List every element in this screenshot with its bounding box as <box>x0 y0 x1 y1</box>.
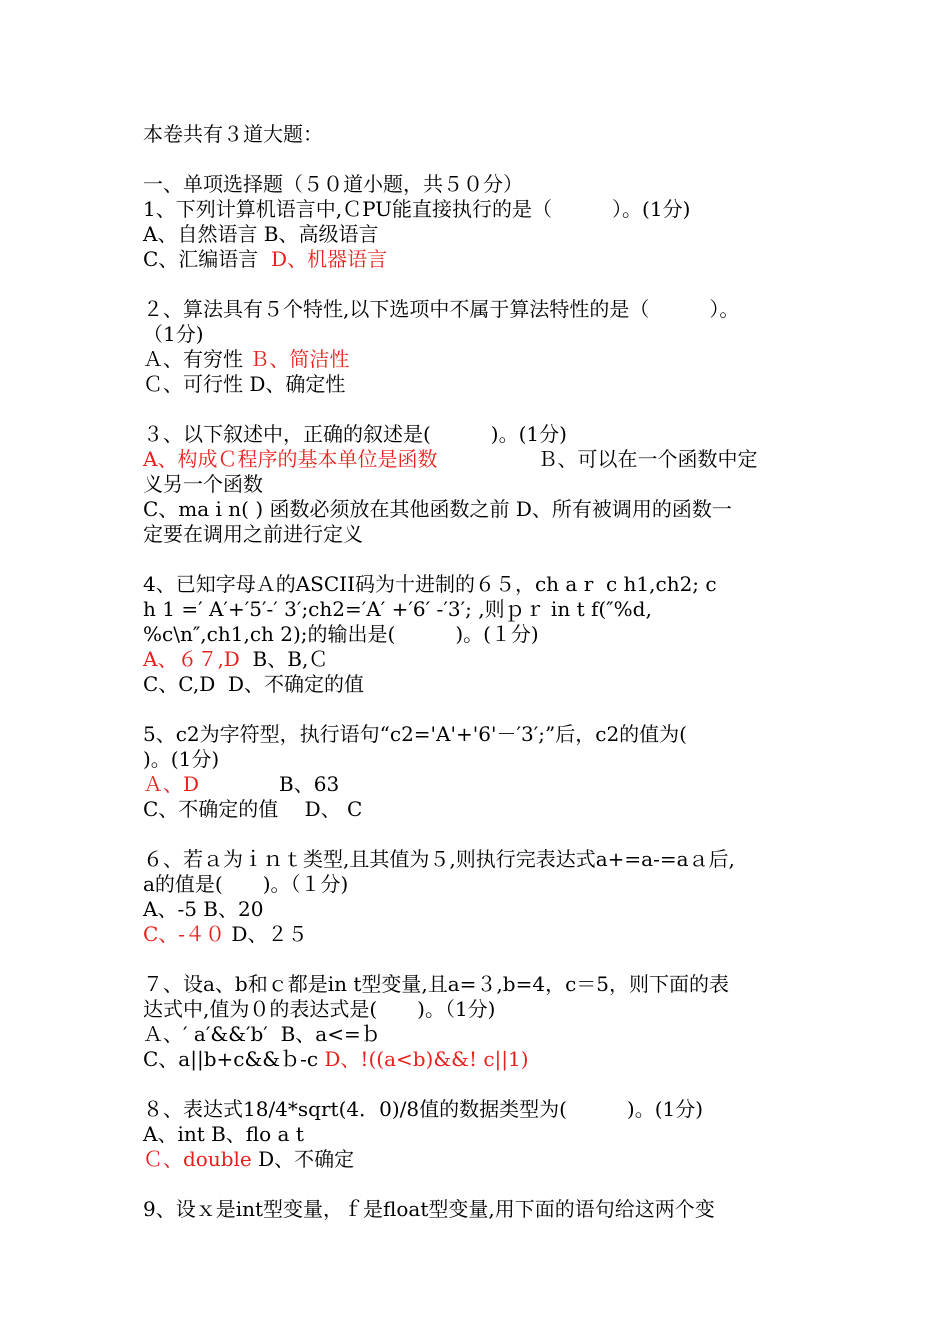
text-segment: )。(1分) <box>143 747 220 771</box>
question-line <box>143 222 823 247</box>
section-title: 一、单项选择题（５０道小题，共５０分） <box>143 172 523 196</box>
text-segment: D、不确定 <box>251 1147 355 1171</box>
text-segment: Ｃ、可行性 D、确定性 <box>143 372 346 396</box>
text-segment: ８、表达式18/4*sqrt(4．0)/8值的数据类型为( )。(1分) <box>143 1097 704 1121</box>
question-line <box>143 422 823 447</box>
text-segment: 4、已知字母Ａ的ASCII码为十进制的６５，ch a r c h1,ch2; c <box>143 572 717 596</box>
question-line <box>143 647 823 672</box>
question-block <box>143 197 823 297</box>
text-segment: Ａ、′ a′&&′b′ B、a<=ｂ <box>143 1022 381 1046</box>
answer-highlight: A、构成Ｃ程序的基本单位是函数 <box>143 447 438 471</box>
text-segment: A、-5 B、20 <box>143 897 264 921</box>
text-segment: B、63 <box>199 772 340 796</box>
question-line <box>143 997 823 1022</box>
question-line <box>143 1022 823 1047</box>
question-line <box>143 847 823 872</box>
question-block <box>143 722 823 847</box>
text-segment: ６、若ａ为ｉｎｔ类型,且其值为５,则执行完表达式a+=a-=aａ后, <box>143 847 735 871</box>
question-line <box>143 922 823 947</box>
answer-highlight: A、６７,D <box>143 647 240 671</box>
text-segment: C、C,D D、不确定的值 <box>143 672 365 696</box>
text-segment: D、２５ <box>225 922 308 946</box>
text-segment: C、ma i n( ) 函数必须放在其他函数之前 D、所有被调用的函数一 <box>143 497 732 521</box>
answer-highlight: D、!((a<b)&&! c||1) <box>324 1047 529 1071</box>
text-segment: C、汇编语言 <box>143 247 272 271</box>
question-line <box>143 572 823 597</box>
text-segment: ３、以下叙述中，正确的叙述是( )。(1分) <box>143 422 567 446</box>
question-line <box>143 1097 823 1122</box>
question-block <box>143 422 823 572</box>
question-line <box>143 772 823 797</box>
text-segment: C、不确定的值 D、 C <box>143 797 363 821</box>
text-segment: 定要在调用之前进行定义 <box>143 522 363 546</box>
exam-document <box>143 122 823 1222</box>
question-line <box>143 897 823 922</box>
spacer <box>143 1072 823 1097</box>
question-line <box>143 797 823 822</box>
text-segment: h 1 =′ A′+′5′-′ 3′;ch2=′A′ +′6′ -′3′; ,则ｐｒ in t f(″%d, <box>143 597 652 621</box>
answer-highlight: Ｃ、double <box>143 1147 252 1171</box>
question-line <box>143 672 823 697</box>
text-segment: C、a||b+c&&ｂ-c <box>143 1047 325 1071</box>
question-line <box>143 322 823 347</box>
question-line <box>143 372 823 397</box>
question-line <box>143 297 823 322</box>
answer-highlight: Ｂ、简洁性 <box>249 347 350 371</box>
text-segment: Ｂ、可以在一个函数中定 <box>437 447 758 471</box>
question-line <box>143 1147 823 1172</box>
text-segment: ２、算法具有５个特性,以下选项中不属于算法特性的是（ ）。 <box>143 297 740 321</box>
text-segment: 5、c2为字符型，执行语句“c2='A'+'6'－′3′;”后，c2的值为( <box>143 722 687 746</box>
text-segment: B、B,Ｃ <box>239 647 329 671</box>
text-segment: （1分) <box>143 322 204 346</box>
text-segment: a的值是( )。（１分) <box>143 872 349 896</box>
spacer <box>143 272 823 297</box>
question-line <box>143 622 823 647</box>
answer-highlight: Ａ、D <box>143 772 200 796</box>
text-segment: A、int B、flo a t <box>143 1122 304 1146</box>
question-line <box>143 597 823 622</box>
question-line <box>143 197 823 222</box>
question-block <box>143 972 823 1097</box>
spacer <box>143 1172 823 1197</box>
question-line <box>143 347 823 372</box>
document-header: 本卷共有３道大题： <box>143 122 323 146</box>
spacer <box>143 947 823 972</box>
question-line <box>143 522 823 547</box>
question-line <box>143 1047 823 1072</box>
text-segment: ７、设a、b和ｃ都是in t型变量,且a=３,b=4，c＝5，则下面的表 <box>143 972 730 996</box>
question-line <box>143 1197 823 1222</box>
answer-highlight: D、机器语言 <box>271 247 388 271</box>
text-segment: 义另一个函数 <box>143 472 263 496</box>
spacer <box>143 697 823 722</box>
text-segment: 1、下列计算机语言中,ＣPU能直接执行的是（ ）。(1分) <box>143 197 691 221</box>
text-segment: %c\n″,ch1,ch 2);的输出是( )。(１分) <box>143 622 539 646</box>
question-line <box>143 472 823 497</box>
question-block <box>143 297 823 422</box>
question-line <box>143 497 823 522</box>
question-block <box>143 1197 823 1222</box>
spacer <box>143 547 823 572</box>
question-line <box>143 747 823 772</box>
question-line <box>143 447 823 472</box>
text-segment: Ａ、有穷性 <box>143 347 250 371</box>
question-line <box>143 972 823 997</box>
answer-highlight: C、-４０ <box>143 922 226 946</box>
question-list <box>143 197 823 1222</box>
question-block <box>143 1097 823 1197</box>
spacer <box>143 397 823 422</box>
text-segment: 达式中,值为０的表达式是( )。（1分) <box>143 997 496 1021</box>
spacer <box>143 822 823 847</box>
question-line <box>143 247 823 272</box>
question-block <box>143 572 823 722</box>
question-line <box>143 1122 823 1147</box>
question-line <box>143 872 823 897</box>
question-line <box>143 722 823 747</box>
spacer <box>143 147 823 172</box>
text-segment: 9、设ｘ是int型变量，ｆ是float型变量,用下面的语句给这两个变 <box>143 1197 715 1221</box>
text-segment: A、自然语言 B、高级语言 <box>143 222 379 246</box>
question-block <box>143 847 823 972</box>
